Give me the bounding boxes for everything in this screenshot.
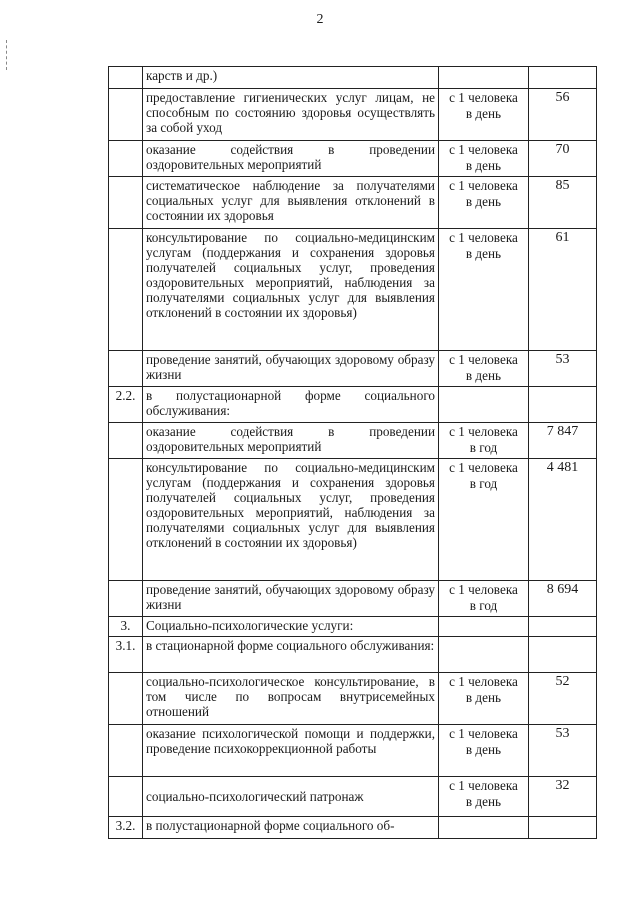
row-description: проведение занятий, обучающих здоровому образу жизни	[143, 581, 439, 617]
row-number: 3.1.	[109, 637, 143, 673]
row-number	[109, 725, 143, 777]
row-number	[109, 229, 143, 351]
row-value: 53	[529, 725, 597, 777]
table-row	[109, 141, 597, 177]
row-number	[109, 177, 143, 229]
row-unit	[439, 459, 529, 581]
row-value: 8 694	[529, 581, 597, 617]
row-value: 61	[529, 229, 597, 351]
row-number: 2.2.	[109, 387, 143, 423]
row-number	[109, 459, 143, 581]
row-value: 52	[529, 673, 597, 725]
row-unit-line-2: в день	[465, 368, 502, 383]
row-unit-line-2: в день	[465, 690, 502, 705]
row-description: систематическое наблюдение за получателями социальных услуг для выявления отклонений в состоянии их здоровья	[143, 177, 439, 229]
row-unit	[439, 777, 529, 817]
tariff-table	[108, 66, 597, 839]
row-unit-line-1: с 1 человека	[449, 178, 518, 193]
row-unit	[439, 387, 529, 423]
table-row	[109, 673, 597, 725]
row-unit	[439, 725, 529, 777]
row-description: предоставление гигиенических услуг лицам, не способным по состоянию здоровья осуществлять за собой уход	[143, 89, 439, 141]
row-description: социально-психологический патронаж	[143, 777, 439, 817]
row-unit-line-1: с 1 человека	[449, 460, 518, 475]
row-unit	[439, 141, 529, 177]
table-row	[109, 777, 597, 817]
row-unit-line-1: с 1 человека	[449, 582, 518, 597]
row-unit-line-1: с 1 человека	[449, 424, 518, 439]
row-value	[529, 67, 597, 89]
table-row	[109, 423, 597, 459]
row-description: в полустационарной форме социального обслуживания:	[143, 387, 439, 423]
row-unit-line-2: в день	[465, 742, 502, 757]
table-row	[109, 177, 597, 229]
row-value: 85	[529, 177, 597, 229]
row-unit-line-2: в день	[465, 794, 502, 809]
row-value	[529, 387, 597, 423]
row-value: 56	[529, 89, 597, 141]
row-description: в полустационарной форме социального об-	[143, 817, 439, 839]
row-value	[529, 617, 597, 637]
row-unit	[439, 89, 529, 141]
row-number: 3.2.	[109, 817, 143, 839]
row-unit-line-1: с 1 человека	[449, 142, 518, 157]
row-unit-line-2: в день	[465, 194, 502, 209]
row-unit	[439, 351, 529, 387]
row-unit	[439, 817, 529, 839]
row-description: социально-психологическое консультирование, в том числе по вопросам внутрисемейных отношений	[143, 673, 439, 725]
row-unit-line-1: с 1 человека	[449, 726, 518, 741]
row-description: оказание содействия в проведении оздоровительных мероприятий	[143, 141, 439, 177]
row-number	[109, 141, 143, 177]
row-unit	[439, 673, 529, 725]
row-number: 3.	[109, 617, 143, 637]
row-description: в стационарной форме социального обслуживания:	[143, 637, 439, 673]
row-unit-line-1: с 1 человека	[449, 778, 518, 793]
table-row	[109, 725, 597, 777]
row-description: консультирование по социально-медицинским услугам (поддержания и сохранения здоровья получателей социальных услуг, проведения оздоровительных мероприятий, наблюдения за получателями социальных услуг для выявления отклонений в состоянии их здоровья)	[143, 459, 439, 581]
row-value	[529, 817, 597, 839]
table-row	[109, 637, 597, 673]
row-description: карств и др.)	[143, 67, 439, 89]
row-number	[109, 89, 143, 141]
row-unit-line-2: в день	[465, 106, 502, 121]
row-number	[109, 67, 143, 89]
row-unit	[439, 229, 529, 351]
row-unit	[439, 177, 529, 229]
table-row	[109, 817, 597, 839]
row-unit-line-2: в год	[469, 476, 498, 491]
table-row	[109, 89, 597, 141]
table-row	[109, 459, 597, 581]
row-unit	[439, 617, 529, 637]
row-value: 70	[529, 141, 597, 177]
row-number	[109, 351, 143, 387]
row-value: 7 847	[529, 423, 597, 459]
row-number	[109, 423, 143, 459]
row-unit-line-1: с 1 человека	[449, 230, 518, 245]
row-value: 53	[529, 351, 597, 387]
row-number	[109, 581, 143, 617]
row-unit-line-1: с 1 человека	[449, 674, 518, 689]
row-description: оказание психологической помощи и поддержки, проведение психокоррекционной работы	[143, 725, 439, 777]
row-unit-line-2: в год	[469, 440, 498, 455]
page-number: 2	[316, 12, 324, 27]
row-unit-line-2: в день	[465, 246, 502, 261]
row-description: оказание содействия в проведении оздоровительных мероприятий	[143, 423, 439, 459]
row-unit-line-2: в день	[465, 158, 502, 173]
row-value: 4 481	[529, 459, 597, 581]
row-value	[529, 637, 597, 673]
table-row	[109, 581, 597, 617]
row-unit	[439, 423, 529, 459]
row-number	[109, 777, 143, 817]
table-row	[109, 229, 597, 351]
row-unit-line-1: с 1 человека	[449, 90, 518, 105]
row-number	[109, 673, 143, 725]
row-description: проведение занятий, обучающих здоровому образу жизни	[143, 351, 439, 387]
row-description: консультирование по социально-медицинским услугам (поддержания и сохранения здоровья получателей социальных услуг, проведения оздоровительных мероприятий, наблюдения за получателями социальных услуг для выявления отклонений в состоянии их здоровья)	[143, 229, 439, 351]
table-row	[109, 387, 597, 423]
row-unit-line-2: в год	[469, 598, 498, 613]
row-value: 32	[529, 777, 597, 817]
row-unit	[439, 581, 529, 617]
margin-marks	[6, 40, 9, 70]
row-unit	[439, 67, 529, 89]
table-row	[109, 617, 597, 637]
row-description: Социально-психологические услуги:	[143, 617, 439, 637]
row-unit-line-1: с 1 человека	[449, 352, 518, 367]
row-unit	[439, 637, 529, 673]
table-row	[109, 351, 597, 387]
table-row	[109, 67, 597, 89]
tariff-table-body	[109, 67, 597, 839]
